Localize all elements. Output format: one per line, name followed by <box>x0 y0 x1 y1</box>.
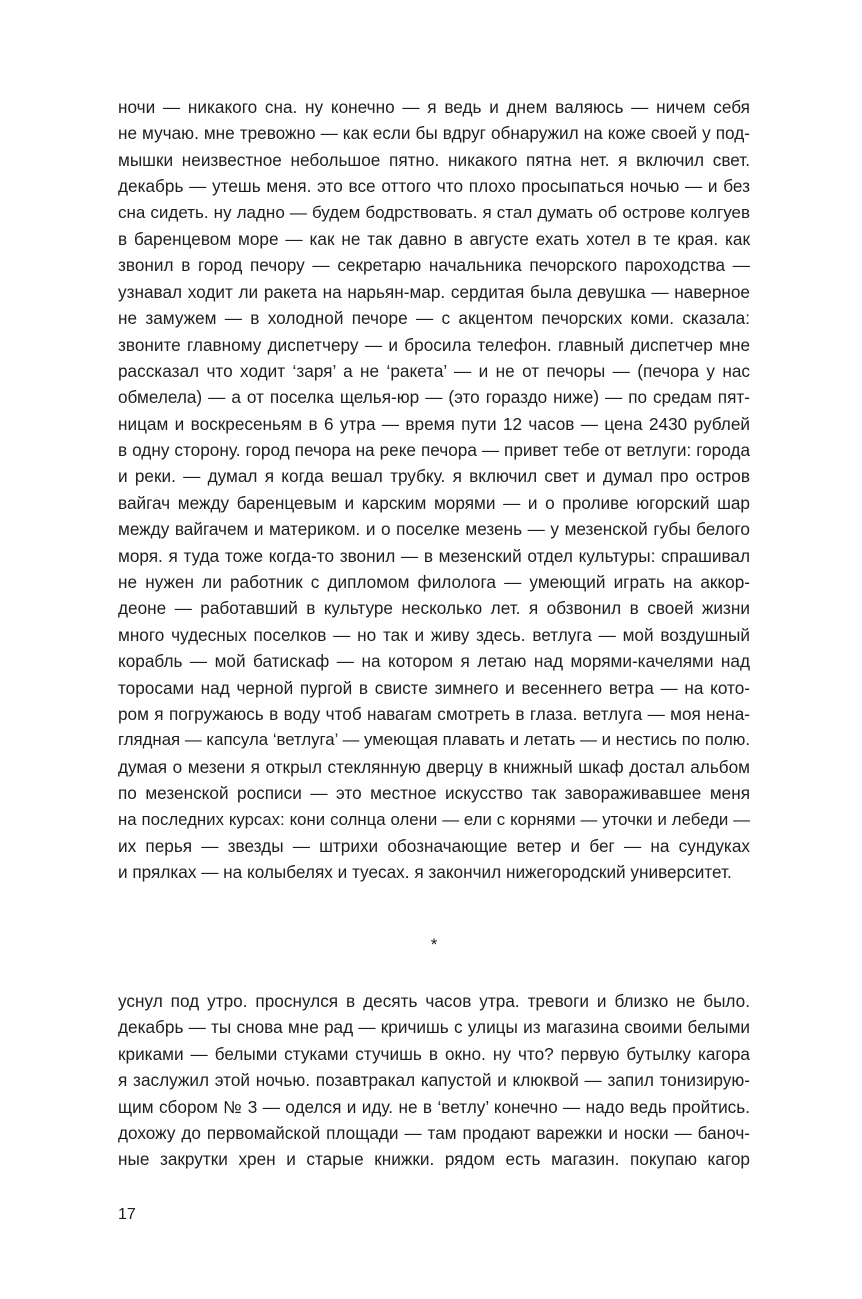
text-line: глядная — капсула ‘ветлуга’ — умеющая плавать и летать — и нестись по полю. <box>118 730 750 750</box>
text-line: декабрь — ты снова мне рад — кричишь с улицы из магазина своими белыми <box>118 1017 750 1038</box>
text-line: ницам и воскресеньям в 6 утра — время пути 12 часов — цена 2430 рублей <box>118 413 750 434</box>
text-line: корабль — мой батискаф — на котором я летаю над морями-качелями над <box>118 651 750 672</box>
text-line: обмелела) — а от поселка щелья-юр — (это гораздо ниже) — по средам пят- <box>118 387 750 408</box>
text-line: уснул под утро. проснулся в десять часов утра. тревоги и близко не было. <box>118 991 750 1011</box>
text-line: криками — белыми стуками стучишь в окно. ну что? первую бутылку кагора <box>118 1043 750 1064</box>
text-line: на последних курсах: кони солнца олени — ели с корнями — уточки и лебеди — <box>118 809 750 829</box>
text-line: и прялках — на колыбелях и туесах. я закончил нижегородский университет. <box>118 862 732 883</box>
text-line: много чудесных поселков — но так и живу здесь. ветлуга — мой воздушный <box>118 624 750 645</box>
text-line: ночи — никакого сна. ну конечно — я ведь и днем валяюсь — ничем себя <box>118 97 750 117</box>
text-line: щим сбором № 3 — оделся и иду. не в ‘ветлу’ конечно — надо ведь пройтись. <box>118 1096 750 1117</box>
text-line: их перья — звезды — штрихи обозначающие ветер и бег — на сундуках <box>118 835 750 856</box>
text-line: ные закрутки хрен и старые книжки. рядом есть магазин. покупаю кагор <box>118 1149 750 1170</box>
text-line: я заслужил этой ночью. позавтракал капустой и клюквой — запил тонизирую- <box>118 1070 750 1091</box>
section-separator: * <box>430 935 438 954</box>
text-line: думая о мезени я открыл стеклянную дверцу в книжный шкаф достал альбом <box>118 756 750 777</box>
text-line: не мучаю. мне тревожно — как если бы вдруг обнаружил на коже своей у под- <box>118 123 750 144</box>
text-line: деоне — работавший в культуре несколько лет. я обзвонил в своей жизни <box>118 598 750 619</box>
text-line: моря. я туда тоже когда-то звонил — в мезенский отдел культуры: спрашивал <box>118 545 750 566</box>
text-line: звонил в город печору — секретарю начальника печорского пароходства — <box>118 255 750 276</box>
text-line: по мезенской росписи — это местное искусство так завораживавшее меня <box>118 783 750 804</box>
text-line: рассказал что ходит ‘заря’ а не ‘ракета’ — и не от печоры — (печора у нас <box>118 360 750 381</box>
paragraph-1 <box>118 94 750 886</box>
text-line: ром я погружаюсь в воду чтоб навагам смотреть в глаза. ветлуга — моя нена- <box>118 703 750 724</box>
text-line: не замужем — в холодной печоре — с акцентом печорских коми. сказала: <box>118 308 750 329</box>
text-line: дохожу до первомайской площади — там продают варежки и носки — баноч- <box>118 1122 750 1143</box>
text-line: не нужен ли работник с дипломом филолога — умеющий играть на аккор- <box>118 572 750 593</box>
text-line: мышки неизвестное небольшое пятно. никакого пятна нет. я включил свет. <box>118 149 750 170</box>
text-line: между вайгачем и материком. и о поселке мезень — у мезенской губы белого <box>118 519 750 540</box>
text-line: декабрь — утешь меня. это все оттого что плохо просыпаться ночью — и без <box>118 176 750 197</box>
text-line: сна сидеть. ну ладно — будем бодрствовать. я стал думать об острове колгуев <box>118 202 750 222</box>
paragraph-2 <box>118 988 750 1173</box>
page-number: 17 <box>118 1206 136 1223</box>
text-line: торосами над черной пургой в свисте зимнего и весеннего ветра — на кото- <box>118 677 750 698</box>
text-line: и реки. — думал я когда вешал трубку. я включил свет и думал про остров <box>118 466 750 487</box>
text-line: в баренцевом море — как не так давно в августе ехать хотел в те края. как <box>118 228 750 249</box>
text-line: в одну сторону. город печора на реке печора — привет тебе от ветлуги: города <box>118 440 750 461</box>
text-line: узнавал ходит ли ракета на нарьян-мар. сердитая была девушка — наверное <box>118 281 750 302</box>
text-line: звоните главному диспетчеру — и бросила телефон. главный диспетчер мне <box>118 334 750 355</box>
text-line: вайгач между баренцевым и карским морями — и о проливе югорский шар <box>118 492 750 513</box>
